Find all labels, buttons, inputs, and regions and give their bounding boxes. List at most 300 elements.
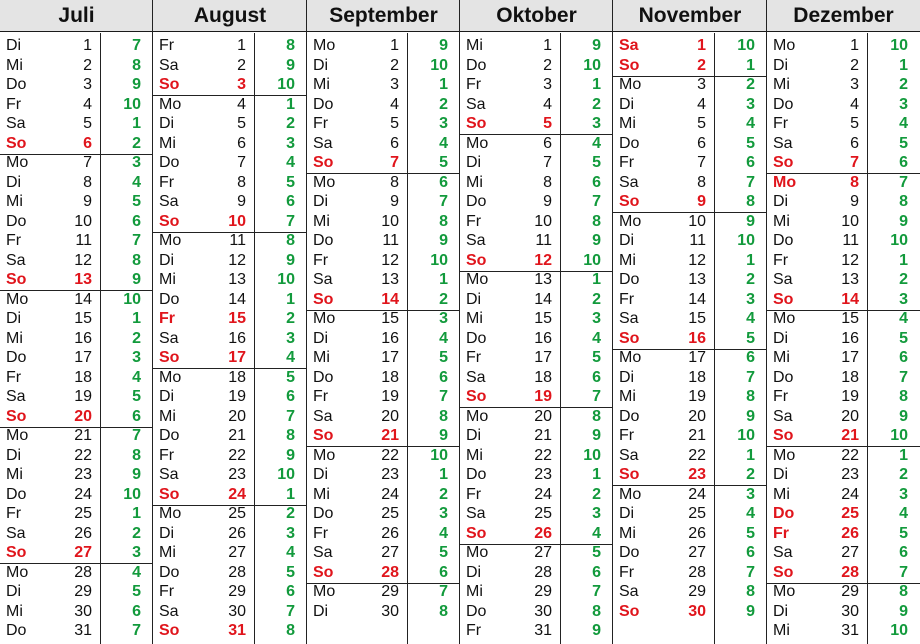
day-row [767, 192, 920, 212]
weekday-label: So [619, 193, 640, 210]
day-number: 5 [83, 115, 92, 132]
day-row [153, 582, 307, 602]
weekday-label: Mi [773, 212, 790, 230]
weekday-label: Di [773, 466, 789, 483]
cycle-number: 10 [123, 485, 141, 503]
weekday-label: So [6, 544, 27, 561]
cycle-number: 2 [592, 290, 601, 308]
weekday-label: Mo [773, 310, 796, 327]
day-number: 25 [74, 505, 92, 522]
day-number: 29 [228, 583, 246, 600]
weekday-label: Mi [6, 329, 23, 347]
weekday-label: Fr [773, 524, 789, 542]
day-row [767, 173, 920, 193]
day-number: 18 [841, 368, 859, 386]
cycle-number: 1 [439, 466, 448, 483]
day-number: 9 [390, 193, 399, 210]
weekday-label: Do [466, 329, 487, 347]
weekday-label: Di [313, 466, 329, 483]
day-number: 27 [228, 544, 246, 561]
weekday-label: Fr [159, 173, 175, 191]
cycle-number: 1 [746, 251, 755, 269]
weekday-label: Di [466, 427, 482, 444]
cycle-number: 4 [286, 154, 295, 171]
day-row [153, 563, 307, 583]
weekday-label: So [466, 524, 487, 542]
day-number: 29 [841, 583, 859, 600]
day-number: 5 [850, 115, 859, 132]
day-row [767, 231, 920, 251]
cycle-number: 5 [286, 368, 295, 386]
weekday-label: Mo [466, 407, 489, 425]
cycle-number: 10 [890, 232, 908, 249]
weekday-label: Mo [466, 271, 489, 288]
cycle-number: 9 [746, 407, 755, 425]
day-row [307, 134, 460, 154]
day-row [613, 387, 767, 407]
weekday-label: Fr [619, 154, 635, 171]
weekday-label: Fr [773, 115, 789, 132]
day-number: 8 [237, 173, 246, 191]
day-number: 14 [841, 290, 859, 308]
cycle-number: 3 [899, 485, 908, 503]
day-number: 16 [534, 329, 552, 347]
day-row [613, 504, 767, 524]
cycle-number: 8 [899, 583, 908, 600]
weekday-label: So [313, 563, 334, 581]
day-row [153, 134, 307, 154]
day-number: 6 [543, 134, 552, 152]
day-row [613, 368, 767, 388]
day-number: 23 [534, 466, 552, 483]
weekday-label: Fr [313, 251, 329, 269]
day-row [767, 153, 920, 173]
day-row [307, 231, 460, 251]
day-number: 15 [74, 310, 92, 327]
day-row [307, 504, 460, 524]
weekday-label: Mo [773, 37, 796, 54]
day-row [613, 212, 767, 232]
cycle-number: 6 [592, 368, 601, 386]
day-row [613, 134, 767, 154]
day-number: 18 [228, 368, 246, 386]
day-row [460, 212, 613, 232]
day-number: 20 [688, 407, 706, 425]
cycle-number: 9 [286, 446, 295, 464]
day-number: 3 [697, 76, 706, 93]
day-row [153, 465, 307, 485]
day-number: 14 [381, 290, 399, 308]
day-row [460, 231, 613, 251]
day-number: 19 [228, 388, 246, 405]
day-number: 7 [390, 154, 399, 171]
day-row [307, 212, 460, 232]
weekday-label: Mi [773, 76, 790, 93]
cycle-number: 4 [132, 563, 141, 581]
day-number: 30 [534, 602, 552, 620]
weekday-label: Fr [6, 232, 22, 249]
cycle-number: 7 [286, 212, 295, 230]
day-row [0, 582, 153, 602]
cycle-number: 1 [746, 56, 755, 74]
weekday-label: Mo [466, 134, 489, 152]
day-row [460, 309, 613, 329]
cycle-number: 9 [899, 602, 908, 620]
cycle-number: 8 [746, 583, 755, 600]
day-number: 19 [74, 388, 92, 405]
day-number: 3 [850, 76, 859, 93]
weekday-label: Sa [619, 583, 639, 600]
weekday-label: Fr [313, 524, 329, 542]
day-row [307, 387, 460, 407]
day-row [460, 368, 613, 388]
day-row [460, 192, 613, 212]
day-number: 8 [697, 173, 706, 191]
weekday-label: Sa [773, 271, 793, 288]
day-row [307, 446, 460, 466]
day-number: 31 [841, 622, 859, 639]
cycle-number: 9 [439, 37, 448, 54]
day-number: 17 [534, 349, 552, 366]
day-row [613, 485, 767, 505]
day-number: 5 [237, 115, 246, 132]
cycle-number: 7 [132, 622, 141, 639]
day-number: 20 [228, 407, 246, 425]
cycle-number: 3 [132, 544, 141, 561]
day-row [0, 621, 153, 641]
weekday-label: Di [6, 37, 22, 54]
day-row [0, 504, 153, 524]
day-number: 9 [850, 193, 859, 210]
day-number: 8 [850, 173, 859, 191]
cycle-number: 4 [132, 368, 141, 386]
day-row [460, 173, 613, 193]
day-number: 12 [688, 251, 706, 269]
day-number: 27 [381, 544, 399, 561]
cycle-number: 10 [277, 76, 295, 93]
day-row [153, 114, 307, 134]
day-row [767, 485, 920, 505]
day-number: 6 [83, 134, 92, 152]
day-row [767, 75, 920, 95]
cycle-number: 2 [746, 466, 755, 483]
day-number: 12 [74, 251, 92, 269]
month-column-august [153, 0, 307, 644]
weekday-label: So [6, 407, 27, 425]
weekday-label: Do [6, 622, 27, 639]
cycle-number: 6 [439, 173, 448, 191]
cycle-number: 6 [286, 388, 295, 405]
cycle-number: 6 [746, 154, 755, 171]
month-column-juli [0, 0, 153, 644]
day-number: 10 [534, 212, 552, 230]
weekday-label: Fr [773, 251, 789, 269]
weekday-label: Di [619, 368, 635, 386]
day-row [307, 563, 460, 583]
cycle-number: 6 [286, 583, 295, 600]
day-number: 3 [83, 76, 92, 93]
cycle-number: 9 [746, 212, 755, 230]
weekday-label: So [773, 427, 794, 444]
cycle-number: 3 [439, 115, 448, 132]
day-number: 5 [697, 115, 706, 132]
day-number: 18 [381, 368, 399, 386]
day-number: 13 [534, 271, 552, 288]
day-number: 3 [543, 76, 552, 93]
day-number: 30 [381, 602, 399, 620]
day-number: 4 [697, 95, 706, 113]
weekday-label: Fr [466, 349, 482, 366]
day-number: 16 [74, 329, 92, 347]
weekday-label: Do [313, 368, 334, 386]
day-number: 2 [543, 56, 552, 74]
weekday-label: Mi [466, 583, 483, 600]
day-number: 9 [543, 193, 552, 210]
cycle-number: 6 [592, 173, 601, 191]
day-number: 6 [697, 134, 706, 152]
cycle-number: 10 [737, 232, 755, 249]
weekday-label: Di [773, 329, 789, 347]
day-row [307, 192, 460, 212]
day-row [0, 602, 153, 622]
cycle-number: 3 [132, 154, 141, 171]
day-number: 24 [381, 485, 399, 503]
day-row [153, 504, 307, 524]
day-row [613, 446, 767, 466]
cycle-number: 5 [132, 583, 141, 600]
day-row [767, 407, 920, 427]
day-number: 22 [688, 446, 706, 464]
day-number: 11 [382, 232, 399, 249]
cycle-number: 10 [277, 271, 295, 288]
day-row [307, 485, 460, 505]
day-number: 26 [74, 524, 92, 542]
day-row [307, 543, 460, 563]
cycle-number: 7 [899, 563, 908, 581]
day-row [307, 251, 460, 271]
day-number: 7 [697, 154, 706, 171]
cycle-number: 3 [899, 290, 908, 308]
cycle-number: 2 [439, 95, 448, 113]
cycle-number: 8 [286, 622, 295, 639]
day-number: 7 [543, 154, 552, 171]
day-number: 30 [841, 602, 859, 620]
day-row [613, 563, 767, 583]
weekday-label: Di [159, 524, 175, 542]
day-row [767, 212, 920, 232]
day-number: 10 [74, 212, 92, 230]
cycle-number: 6 [132, 602, 141, 620]
day-number: 28 [228, 563, 246, 581]
day-row [153, 270, 307, 290]
day-number: 9 [237, 193, 246, 210]
day-number: 21 [841, 427, 859, 444]
weekday-label: Sa [159, 329, 179, 347]
weekday-label: Do [773, 232, 794, 249]
day-number: 19 [534, 388, 552, 405]
cycle-number: 10 [737, 427, 755, 444]
day-row [153, 309, 307, 329]
day-number: 3 [237, 76, 246, 93]
weekday-label: Mo [6, 290, 29, 308]
day-row [613, 251, 767, 271]
cycle-number: 1 [899, 56, 908, 74]
day-row [613, 270, 767, 290]
cycle-number: 7 [439, 193, 448, 210]
day-number: 2 [390, 56, 399, 74]
cycle-number: 7 [286, 407, 295, 425]
day-number: 13 [74, 271, 92, 288]
day-number: 31 [534, 622, 552, 639]
day-number: 11 [75, 232, 92, 249]
weekday-label: So [159, 212, 180, 230]
cycle-number: 4 [286, 349, 295, 366]
cycle-number: 4 [899, 505, 908, 522]
weekday-label: Fr [773, 388, 789, 405]
weekday-label: Mi [6, 56, 23, 74]
weekday-label: Sa [159, 602, 179, 620]
day-row [613, 524, 767, 544]
day-row [460, 485, 613, 505]
cycle-number: 2 [746, 271, 755, 288]
cycle-number: 9 [132, 76, 141, 93]
cycle-number: 8 [899, 388, 908, 405]
month-header: Juli [0, 0, 153, 32]
weekday-label: So [159, 485, 180, 503]
day-number: 20 [534, 407, 552, 425]
weekday-label: Di [313, 56, 329, 74]
weekday-label: Do [619, 271, 640, 288]
day-row [0, 212, 153, 232]
weekday-label: Mi [6, 602, 23, 620]
weekday-label: Fr [619, 563, 635, 581]
cycle-number: 3 [439, 505, 448, 522]
day-number: 25 [381, 505, 399, 522]
cycle-number: 2 [746, 76, 755, 93]
day-number: 2 [83, 56, 92, 74]
month-divider [152, 0, 153, 644]
weekday-label: Di [313, 193, 329, 210]
day-number: 11 [535, 232, 552, 249]
weekday-label: Do [773, 95, 794, 113]
day-row [767, 56, 920, 76]
day-number: 14 [228, 290, 246, 308]
day-row [307, 465, 460, 485]
weekday-label: Do [6, 212, 27, 230]
day-number: 11 [229, 232, 246, 249]
cycle-number: 2 [286, 505, 295, 522]
cycle-number: 5 [746, 329, 755, 347]
day-row [153, 524, 307, 544]
weekday-label: Sa [619, 173, 639, 191]
cycle-number: 6 [132, 212, 141, 230]
weekday-label: Mi [466, 37, 483, 54]
cycle-number: 7 [132, 37, 141, 54]
cycle-number: 7 [286, 602, 295, 620]
cycle-number: 6 [286, 193, 295, 210]
day-number: 24 [228, 485, 246, 503]
day-row [767, 524, 920, 544]
month-header: November [613, 0, 767, 32]
cycle-number: 4 [746, 310, 755, 327]
day-row [613, 173, 767, 193]
day-row [767, 602, 920, 622]
day-row [0, 75, 153, 95]
day-row [460, 348, 613, 368]
weekday-label: Fr [313, 115, 329, 132]
cycle-number: 10 [737, 37, 755, 54]
cycle-number: 6 [899, 154, 908, 171]
day-number: 18 [688, 368, 706, 386]
cycle-number: 1 [286, 95, 295, 113]
weekday-label: So [619, 466, 640, 483]
weekday-label: Di [6, 583, 22, 600]
weekday-label: Fr [159, 583, 175, 600]
weekday-label: Do [6, 349, 27, 366]
day-row [307, 290, 460, 310]
day-row [153, 173, 307, 193]
cycle-number: 9 [132, 466, 141, 483]
weekday-label: Mo [159, 368, 182, 386]
day-number: 23 [841, 466, 859, 483]
weekday-label: Sa [619, 446, 639, 464]
weekday-label: Sa [6, 524, 26, 542]
month-column-dezember [767, 0, 920, 644]
weekday-label: Do [159, 427, 180, 444]
cycle-number: 7 [439, 388, 448, 405]
cycle-number: 4 [592, 134, 601, 152]
cycle-number: 10 [123, 95, 141, 113]
cycle-number: 8 [592, 212, 601, 230]
day-number: 27 [688, 544, 706, 561]
day-row [307, 426, 460, 446]
day-row [460, 543, 613, 563]
cycle-number: 3 [592, 310, 601, 327]
cycle-number: 10 [430, 56, 448, 74]
cycle-number: 8 [746, 388, 755, 405]
day-row [0, 465, 153, 485]
day-number: 29 [381, 583, 399, 600]
day-row [0, 114, 153, 134]
day-row [613, 56, 767, 76]
day-row [0, 173, 153, 193]
day-number: 22 [381, 446, 399, 464]
day-row [153, 621, 307, 641]
day-number: 20 [74, 407, 92, 425]
day-row [460, 524, 613, 544]
cycle-number: 8 [899, 193, 908, 210]
day-number: 16 [381, 329, 399, 347]
cycle-number: 4 [746, 505, 755, 522]
cycle-number: 2 [899, 271, 908, 288]
cycle-number: 6 [132, 407, 141, 425]
weekday-label: So [466, 388, 487, 405]
day-row [613, 231, 767, 251]
cycle-number: 3 [746, 95, 755, 113]
day-row [153, 368, 307, 388]
cycle-number: 10 [890, 622, 908, 639]
weekday-label: So [619, 56, 640, 74]
day-row [153, 153, 307, 173]
month-divider [612, 0, 613, 644]
weekday-label: Mi [619, 115, 636, 132]
day-row [153, 212, 307, 232]
cycle-number: 10 [583, 251, 601, 269]
day-number: 22 [534, 446, 552, 464]
day-number: 28 [534, 563, 552, 581]
cycle-number: 2 [592, 95, 601, 113]
day-row [613, 465, 767, 485]
